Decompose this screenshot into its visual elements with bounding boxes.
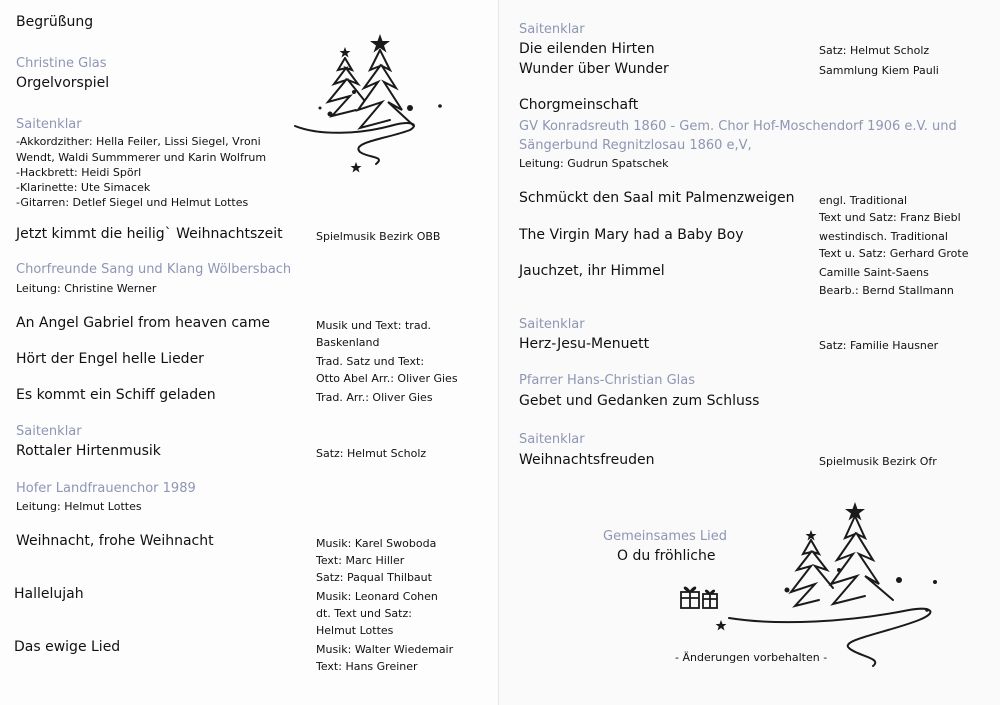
piece-credit: Text u. Satz: Gerhard Grote bbox=[819, 247, 969, 260]
piece-title: The Virgin Mary had a Baby Boy bbox=[519, 227, 744, 243]
piece-credit: Satz: Familie Hausner bbox=[819, 339, 939, 352]
piece-title: Wunder über Wunder bbox=[519, 61, 669, 77]
performer-saitenklar: Saitenklar bbox=[519, 432, 585, 447]
member-line: -Gitarren: Detlef Siegel und Helmut Lottes bbox=[16, 196, 249, 209]
piece-credit: westindisch. Traditional bbox=[819, 230, 948, 243]
gift-icon bbox=[681, 587, 717, 608]
piece-credit: Trad. Satz und Text: bbox=[316, 355, 425, 368]
piece-title: Herz-Jesu-Menuett bbox=[519, 336, 650, 352]
piece-credit: Trad. Arr.: Oliver Gies bbox=[316, 391, 433, 404]
performer-saitenklar: Saitenklar bbox=[519, 22, 585, 37]
piece-credit: Musik: Leonard Cohen bbox=[316, 590, 438, 603]
piece-credit: Satz: Helmut Scholz bbox=[819, 44, 930, 57]
performer-hofer-landfrauenchor: Hofer Landfrauenchor 1989 bbox=[16, 481, 196, 496]
piece-title: Gebet und Gedanken zum Schluss bbox=[519, 393, 760, 409]
piece-credit: Baskenland bbox=[316, 336, 380, 349]
piece-credit: Musik: Karel Swoboda bbox=[316, 537, 437, 550]
performer-lead: Leitung: Gudrun Spatschek bbox=[519, 157, 669, 170]
piece-credit: Helmut Lottes bbox=[316, 624, 394, 637]
chorgemeinschaft-members: Sängerbund Regnitzlosau 1860 e,V, bbox=[519, 138, 752, 153]
piece-credit: Camille Saint-Saens bbox=[819, 266, 929, 279]
piece-title: Schmückt den Saal mit Palmenzweigen bbox=[519, 190, 795, 206]
piece-credit: engl. Traditional bbox=[819, 194, 908, 207]
christmas-tree-with-gifts-illustration bbox=[669, 500, 969, 680]
piece-title: Weihnachtsfreuden bbox=[519, 452, 655, 468]
gemeinsames-lied-label: Gemeinsames Lied bbox=[603, 529, 727, 544]
performer-lead: Leitung: Christine Werner bbox=[16, 282, 157, 295]
piece-credit: Spielmusik Bezirk OBB bbox=[316, 230, 441, 243]
member-line: Wendt, Waldi Summmerer und Karin Wolfrum bbox=[16, 151, 267, 164]
piece-credit: Text: Marc Hiller bbox=[316, 554, 405, 567]
piece-title: Rottaler Hirtenmusik bbox=[16, 443, 161, 459]
changes-note: - Änderungen vorbehalten - bbox=[675, 651, 828, 664]
member-line: -Klarinette: Ute Simacek bbox=[16, 181, 151, 194]
performer-lead: Leitung: Helmut Lottes bbox=[16, 500, 142, 513]
piece-title: Das ewige Lied bbox=[14, 639, 121, 655]
piece-orgelvorspiel: Orgelvorspiel bbox=[16, 75, 110, 91]
piece-credit: Sammlung Kiem Pauli bbox=[819, 64, 939, 77]
chorgemeinschaft-heading: Chorgmeinschaft bbox=[519, 97, 639, 113]
performer-chorfreunde: Chorfreunde Sang und Klang Wölbersbach bbox=[16, 262, 292, 277]
piece-title: An Angel Gabriel from heaven came bbox=[16, 315, 270, 331]
piece-credit: Otto Abel Arr.: Oliver Gies bbox=[316, 372, 458, 385]
piece-title: Weihnacht, frohe Weihnacht bbox=[16, 533, 214, 549]
piece-title: Jauchzet, ihr Himmel bbox=[519, 263, 665, 279]
piece-credit: Text und Satz: Franz Biebl bbox=[819, 211, 961, 224]
piece-credit: Satz: Paqual Thilbaut bbox=[316, 571, 432, 584]
performer-saitenklar: Saitenklar bbox=[16, 424, 82, 439]
member-line: -Akkordzither: Hella Feiler, Lissi Siegel, Vroni bbox=[16, 135, 261, 148]
piece-credit: Spielmusik Bezirk Ofr bbox=[819, 455, 937, 468]
chorgemeinschaft-members: GV Konradsreuth 1860 - Gem. Chor Hof-Moschendorf 1906 e.V. und bbox=[519, 119, 957, 134]
piece-credit: Musik: Walter Wiedemair bbox=[316, 643, 454, 656]
piece-credit: Bearb.: Bernd Stallmann bbox=[819, 284, 954, 297]
performer-saitenklar: Saitenklar bbox=[16, 117, 82, 132]
performer-saitenklar: Saitenklar bbox=[519, 317, 585, 332]
piece-title: O du fröhliche bbox=[617, 548, 716, 564]
christmas-tree-illustration bbox=[290, 30, 460, 180]
member-line: -Hackbrett: Heidi Spörl bbox=[16, 166, 142, 179]
piece-title: Es kommt ein Schiff geladen bbox=[16, 387, 216, 403]
piece-title: Die eilenden Hirten bbox=[519, 41, 655, 57]
left-page bbox=[0, 0, 498, 705]
piece-title: Jetzt kimmt die heilig` Weihnachtszeit bbox=[16, 226, 283, 242]
performer-christine-glas: Christine Glas bbox=[16, 56, 107, 71]
piece-title: Hallelujah bbox=[14, 586, 84, 602]
piece-credit: Musik und Text: trad. bbox=[316, 319, 432, 332]
greeting: Begrüßung bbox=[16, 14, 94, 30]
piece-credit: Text: Hans Greiner bbox=[316, 660, 418, 673]
piece-credit: dt. Text und Satz: bbox=[316, 607, 412, 620]
piece-title: Hört der Engel helle Lieder bbox=[16, 351, 204, 367]
piece-credit: Satz: Helmut Scholz bbox=[316, 447, 427, 460]
performer-pfarrer: Pfarrer Hans-Christian Glas bbox=[519, 373, 695, 388]
right-page bbox=[498, 0, 1000, 705]
